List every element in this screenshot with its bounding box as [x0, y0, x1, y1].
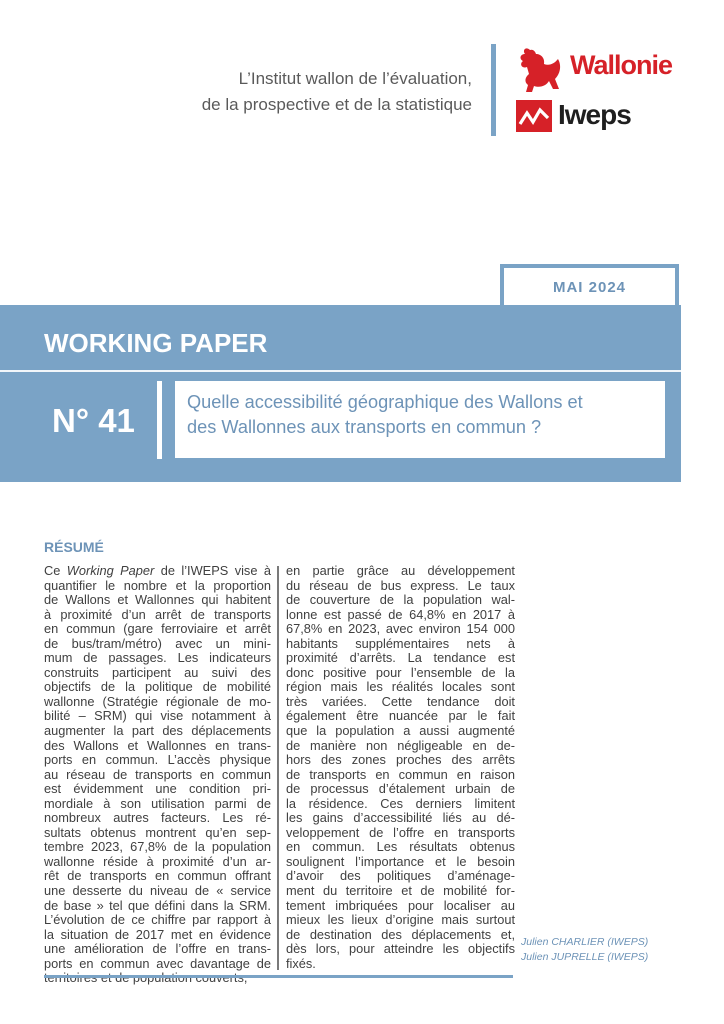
- resume-line: de processus d’étalement urbain de: [286, 781, 515, 797]
- resume-line: en commun (gare ferroviaire et arrêt: [44, 621, 271, 637]
- resume-line: objectifs de la politique de mobilité: [44, 679, 271, 695]
- resume-line: de destination des déplacements et,: [286, 926, 515, 942]
- resume-line: région mais les réalités locales sont: [286, 679, 515, 695]
- iweps-logo-text: Iweps: [558, 99, 631, 130]
- resume-line: donc positive pour l’ensemble de la: [286, 664, 515, 680]
- author-2: Julien JUPRELLE (IWEPS): [521, 951, 649, 963]
- resume-line: est évidemment une condition pri-: [44, 781, 271, 797]
- resume-line: d’avoir des politiques d’aménage-: [286, 868, 515, 884]
- iweps-chart-icon: [516, 100, 552, 132]
- resume-line: lonne est passé de 64,8% en 2017 à: [286, 606, 515, 622]
- resume-line: soulignent l’importance et le besoin: [286, 853, 515, 869]
- institute-line-1: L’Institut wallon de l’évaluation,: [238, 69, 472, 88]
- resume-heading: RÉSUMÉ: [44, 539, 104, 555]
- resume-line: mieux les lieux d’origine mais surtout: [286, 912, 515, 928]
- resume-line: ment du territoire et de mobilité for-: [286, 883, 515, 899]
- paper-title-line-2: des Wallonnes aux transports en commun ?: [187, 417, 542, 437]
- series-title: WORKING PAPER: [44, 328, 268, 358]
- resume-line: construits participent au suivi des: [44, 664, 271, 680]
- resume-line: tembre 2023, 67,8% de la population: [44, 839, 271, 855]
- resume-line: tement imbriquées pour localiser au: [286, 897, 515, 913]
- band-divider: [0, 370, 681, 372]
- resume-line: ports en commun avec davantage de: [44, 955, 271, 971]
- resume-line: fixés.: [286, 955, 316, 971]
- resume-line: de manière non négligeable en de-: [286, 737, 515, 753]
- resume-line: [44, 971, 271, 986]
- resume-line: des Wallons et Wallonnes en trans-: [44, 737, 271, 753]
- wallonie-logo-text: Wallonie: [570, 50, 673, 80]
- resume-line: quantifier le nombre et la proportion: [44, 577, 271, 593]
- resume-line: 67,8% en 2023, avec environ 154 000: [286, 621, 515, 637]
- working-paper-emphasis: Working Paper: [66, 563, 155, 578]
- number-divider: [157, 381, 162, 459]
- resume-line: de bus/tram/métro) avec un mini-: [44, 635, 271, 651]
- paper-title-line-1: Quelle accessibilité géographique des Wallons et: [187, 392, 583, 412]
- resume-line: wallonne réside à proximité d’un ar-: [44, 853, 271, 869]
- resume-line: en commun. Les résultats obtenus: [286, 839, 515, 855]
- publication-date: MAI 2024: [504, 268, 675, 306]
- footer-divider: [44, 975, 513, 978]
- resume-line: également être nuancée par le fait: [286, 708, 515, 724]
- resume-line: de couverture de la population wal-: [286, 592, 515, 608]
- iweps-logo: [516, 100, 656, 136]
- resume-line: la résidence. Ces derniers limitent: [286, 795, 515, 811]
- resume-line: bilité – SRM) qui vise notamment à: [44, 708, 271, 724]
- resume-line: augmenter la part des déplacements: [44, 723, 271, 739]
- resume-line: une amélioration de l’offre en trans-: [44, 941, 271, 957]
- resume-line: au réseau de transports en commun: [44, 766, 271, 782]
- resume-line: une desserte du niveau de « service: [44, 883, 271, 899]
- resume-line: habitants supplémentaires nets à: [286, 635, 515, 651]
- resume-line: rêt de transports en commun offrant: [44, 868, 271, 884]
- rooster-icon: [516, 44, 566, 94]
- paper-title-box: [175, 381, 665, 458]
- resume-column-2: [286, 564, 515, 971]
- resume-column-1: [44, 564, 271, 986]
- header-divider: [491, 44, 496, 136]
- resume-line: hors des zones proches des arrêts: [286, 752, 515, 768]
- column-divider: [277, 566, 279, 970]
- paper-number: N° 41: [52, 402, 135, 439]
- resume-line: de transports en commun en raison: [286, 766, 515, 782]
- resume-line: veloppement de l’offre en transports: [286, 824, 515, 840]
- resume-line: en partie grâce au développement: [286, 563, 515, 578]
- resume-line: wallonne (Stratégie régionale de mo-: [44, 693, 271, 709]
- resume-line: la situation de 2017 met en évidence: [44, 926, 271, 942]
- date-tab: [500, 264, 679, 306]
- resume-line: de base » tel que défini dans la SRM.: [44, 897, 271, 913]
- resume-line: dès lors, pour atteindre les objectifs: [286, 941, 515, 957]
- resume-line: sultats obtenus montrent qu’en sep-: [44, 824, 271, 840]
- resume-line: que la population a aussi augmenté: [286, 723, 515, 739]
- resume-line: L’évolution de ce chiffre par rapport à: [44, 912, 271, 928]
- resume-line: de Wallons et Wallonnes qui habitent: [44, 592, 271, 608]
- resume-line: mum de passages. Les indicateurs: [44, 650, 271, 666]
- resume-line: mordiale à son utilisation parmi de: [44, 795, 271, 811]
- institute-line-2: de la prospective et de la statistique: [201, 95, 472, 114]
- resume-line: très variées. Cette tendance doit: [286, 693, 515, 709]
- wallonie-logo: [516, 44, 678, 96]
- paper-title: [187, 390, 661, 440]
- resume-line: à proximité d’un arrêt de transports: [44, 606, 271, 622]
- resume-line: proximité d’arrêts. La tendance est: [286, 650, 515, 666]
- resume-line: les gains d’accessibilité liés au dé-: [286, 810, 515, 826]
- resume-line: nombreux autres facteurs. Les ré-: [44, 810, 271, 826]
- author-1: Julien CHARLIER (IWEPS): [521, 936, 649, 948]
- resume-line: Ce Working Paper de l’IWEPS vise à: [44, 563, 271, 578]
- resume-line: du réseau de bus express. Le taux: [286, 577, 515, 593]
- institute-name: [52, 66, 472, 118]
- resume-line: ports en commun. L’accès physique: [44, 752, 271, 768]
